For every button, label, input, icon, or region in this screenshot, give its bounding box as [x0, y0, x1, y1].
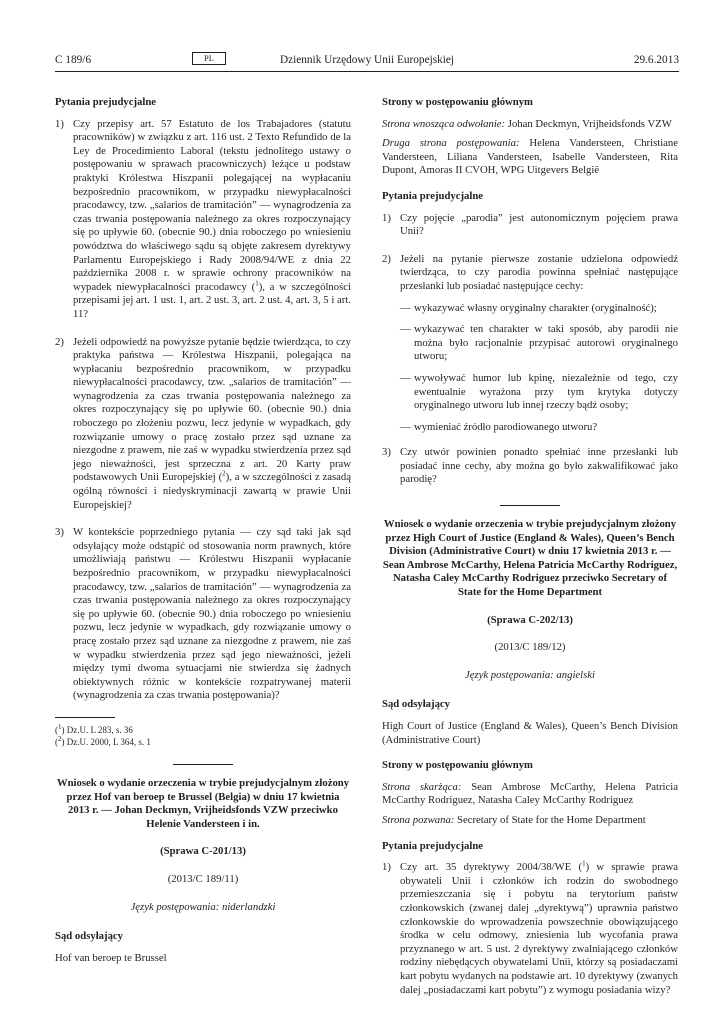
case-number: (Sprawa C-202/13): [487, 613, 573, 626]
question-item: [382, 212, 678, 239]
left-column: [55, 96, 351, 971]
party-other: Druga strona postępowania: Helena Vandersteen, Christiane Vandersteen, Liliana Vandersteen, Isabelle Vandersteen, Rita Dupont, Amoras II CVOH, WPG Uitgevers België: [382, 137, 678, 177]
referring-court: Hof van beroep te Brussel: [55, 951, 167, 964]
item-text: Czy utwór powinien ponadto spełniać inne przesłanki lub posiadać inne cechy, aby można go było zakwalifikować jako parodię?: [400, 446, 678, 486]
question-item: [382, 446, 678, 487]
dash-item: — wykazywać własny oryginalny charakter (oryginalność);: [400, 301, 657, 314]
party-defendant: Strona pozwana: Secretary of State for the Home Department: [382, 813, 646, 826]
item-text-end: ) w sprawie prawa obywateli Unii i członków ich rodzin do swobodnego przemieszczania się i pobytu na terytorium państw członkowskich (zwanej dalej „dyrektywą”) uprawnia państwo członkowskie do wprowadzenia powszechnie obowiązującego środka w celu odmowy, zniesienia lub wycofania prawa przyznanego w art. 5 ust. 2 dyrektywy zwalniającego członków rodziny niebędących obywatelami Unii, którzy są posiadaczami kart pobytu wydanych na podstawie art. 10 dyrektywy (zwanych dalej „posiadaczami kart pobytu”) z wymogu posiadania wizy?: [400, 861, 679, 996]
item-number: 3): [55, 526, 64, 539]
case-number: (Sprawa C-201/13): [160, 845, 246, 858]
heading-parties: Strony w postępowaniu głównym: [382, 96, 533, 108]
heading-referring-court: Sąd odsyłający: [382, 698, 450, 711]
question-item: [55, 336, 351, 513]
dash-item: — wywoływać humor lub kpinę, niezależnie od tego, czy ewentualnie wyrażona przy tym krytyka dotyczy oryginalnego utworu lub innej rzeczy bądź osoby;: [400, 371, 678, 412]
item-number: 1): [382, 861, 391, 874]
item-number: 2): [55, 335, 64, 348]
footnote-ref[interactable]: 2: [222, 469, 226, 478]
item-text-end: ), a w szczególności z zasadą ogólną równości i niedyskryminacji zawartą w prawie Unii Europejskiej?: [73, 471, 351, 511]
heading-questions: Pytania prejudycjalne: [55, 96, 157, 108]
footnote: ($^1$) Dz.U. L 283, s. 36: [55, 722, 133, 735]
footnote: ($^2$) Dz.U. 2000, L 364, s. 1: [55, 734, 151, 747]
right-column: [382, 96, 678, 1011]
case-language: Język postępowania: angielski: [465, 668, 595, 681]
footnote-ref[interactable]: 1: [255, 279, 259, 288]
item-number: 1): [382, 211, 391, 224]
party-appellant: Strona wnosząca odwołanie: Johan Deckmyn, Vrijheidsfonds VZW: [382, 117, 672, 130]
case-title: Wniosek o wydanie orzeczenia w trybie prejudycjalnym złożony przez Hof van beroep te Brussel (Belgia) w dniu 17 kwietnia 2013 r. — Johan Deckmyn, Vrijheidsfonds VZW przeciwko Helenie Vandersteen i in.: [56, 776, 350, 830]
item-text: Czy przepisy art. 57 Estatuto de los Trabajadores (statutu pracowników) w związku z art. 116 ust. 2 Texto Refundido de la Ley de Procedimiento Laboral (tekstu jednolitego ustawy o postępowaniu w sprawach pracowniczych) leżące u podstaw praktyki Królestwa Hiszpanii polegającej na wypłacaniu bezpośrednio pracownikom, w przypadku niewypłacalności pracodawcy, tzw. „salarios de tramitación” — wynagrodzenia za czas trwania postępowania należnego za okres rozpoczynający się po upływie 60. (obecnie 90.) dnia roboczego po wniesieniu powództwa do właściwego sądu są objęte zakresem dyrektywy Parlamentu Europejskiego i Rady 2008/94/WE z dnia 22 października 2008 r. w sprawie ochrony pracowników na wypadek niewypłacalności pracodawcy (: [73, 117, 351, 293]
dash-item: — wykazywać ten charakter w taki sposób, aby parodii nie można było racjonalnie przypisać autorowi oryginalnego utworu;: [400, 323, 678, 363]
question-item: [382, 253, 678, 294]
party-plaintiff: Strona skarżąca: Sean Ambrose McCarthy, Helena Patricia McCarthy Rodriguez, Natasha Caley McCarthy Rodriguez: [382, 780, 678, 807]
case-language: Język postępowania: niderlandzki: [130, 900, 276, 913]
case-reference: (2013/C 189/12): [494, 641, 566, 654]
footnote-ref[interactable]: 1: [582, 859, 586, 868]
item-text: Czy art. 35 dyrektywy 2004/38/WE (: [400, 861, 583, 874]
item-text: Czy pojęcie „parodia” jest autonomicznym pojęciem prawa Unii?: [400, 211, 678, 238]
footnote-rule: [55, 717, 115, 718]
heading-parties: Strony w postępowaniu głównym: [382, 759, 533, 772]
issue-date: 29.6.2013: [633, 54, 679, 66]
issue-number: C 189/6: [55, 54, 92, 66]
item-text: Jeżeli odpowiedź na powyższe pytanie będzie twierdząca, to czy praktyka państwa — Królestwa Hiszpanii, polegająca na wypłacaniu bezpośrednio pracownikom, w przypadku niewypłacalności pracodawcy, tzw. „salarios de tramitación” — wynagrodzenia za czas trwania postępowania należnego za okres rozpoczynający się po upływie 60. (obecnie 90.) dnia roboczego po złożeniu pozwu, lecz jedynie w wypadkach, gdy rozwiązanie umowy o pracę zostało przez sąd uznane za niezgodne z prawem, nie zaś w wypadku stwierdzenia przez sąd jego nieważności, jest sprzeczna z art. 20 Karty praw podstawowych Unii Europejskiej (: [73, 335, 351, 484]
heading-questions: Pytania prejudycjalne: [382, 839, 484, 852]
item-text: Jeżeli na pytanie pierwsze zostanie udzielona odpowiedź twierdząca, to czy parodia powinna spełniać następujące przesłanki lub posiadać następujące cechy:: [400, 252, 678, 292]
dash-item: — wymieniać źródło parodiowanego utworu?: [400, 420, 598, 433]
item-number: 3): [382, 446, 391, 459]
item-number: 2): [382, 252, 391, 265]
item-text-end: ), a w szczególności przepisami jej art. 1 ust. 1, art. 2 ust. 3, art. 2 ust. 4, art. 3, 5 i art. 11?: [73, 280, 351, 320]
referring-court: High Court of Justice (England & Wales), Queen’s Bench Division (Administrative Court): [382, 720, 678, 746]
page-header: [55, 52, 679, 68]
item-text: W kontekście poprzedniego pytania — czy sąd taki jak sąd odsyłający może odstąpić od stosowania norm prawnych, które umożliwiają państwu — Królestwu Hiszpanii wypłacanie bezpośrednio pracownikom, w przypadku niewypłacalności pracodawcy, tzw. „salarios de tramitación” — wynagrodzenia za czas trwania postępowania należnego za okres rozpoczynający się po upływie 60. (obecnie 90.) dnia roboczego po wniesieniu pozwu, lecz jedynie w wypadkach, gdy rozwiązanie umowy o pracę zostało przez sąd uznane za niezgodne z prawem, nie zaś w wypadku stwierdzenia przez sąd jego nieważności, jeżeli między tymi dwoma sytuacjami nie stwierdza się żadnych obiektywnych różnic w kontekście rozpatrywanej materii (wynagrodzenia za czas trwania postępowania)?: [73, 526, 351, 702]
case-title: Wniosek o wydanie orzeczenia w trybie prejudycjalnym złożony przez High Court of Justice (England & Wales), Queen’s Bench Division (Administrative Court) w dniu 17 kwietnia 2013 r. — Sean Ambrose McCarthy, Helena Patricia McCarthy Rodriguez, Natasha Caley McCarthy Rodriguez przeciwko Secretary of State for the Home Department: [382, 518, 678, 599]
section-separator: [500, 505, 560, 506]
language-badge: PL: [192, 52, 226, 65]
heading-referring-court: Sąd odsyłający: [55, 930, 123, 943]
section-separator: [173, 764, 233, 765]
question-item: [55, 526, 351, 703]
header-rule: [55, 71, 679, 72]
question-item: [382, 861, 678, 997]
case-reference: (2013/C 189/11): [167, 872, 239, 885]
question-item: [55, 118, 351, 322]
heading-questions: Pytania prejudycjalne: [382, 189, 484, 202]
journal-title: Dziennik Urzędowy Unii Europejskiej: [279, 54, 455, 66]
item-number: 1): [55, 117, 64, 130]
